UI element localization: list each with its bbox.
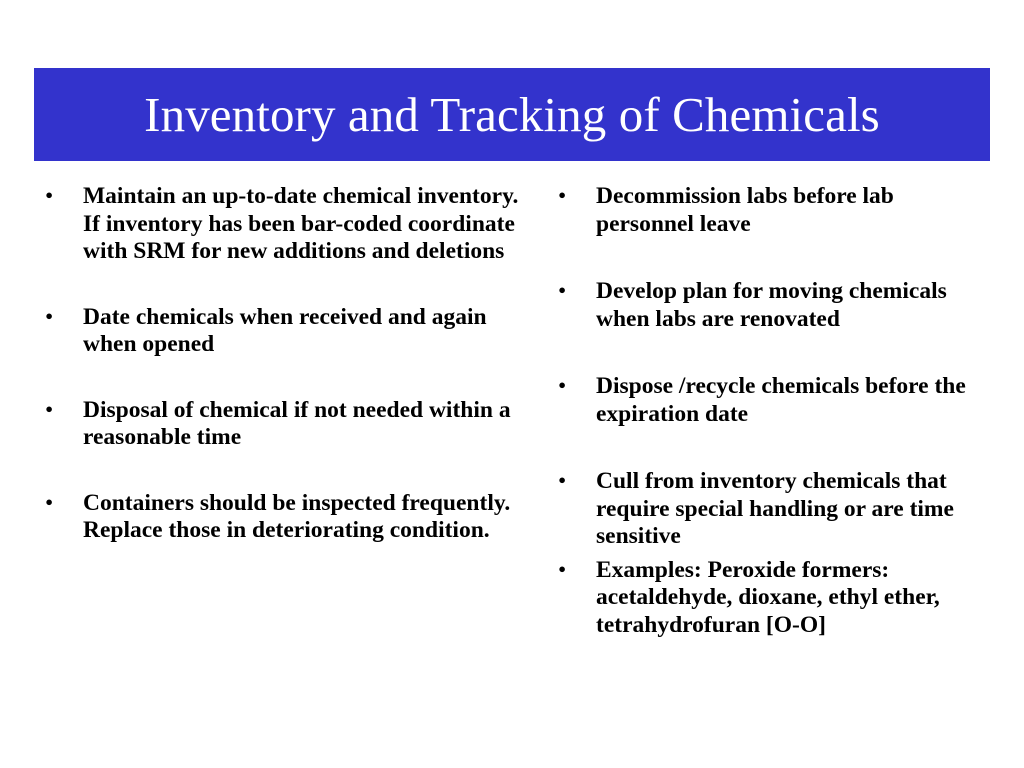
bullet-marker: • (558, 556, 567, 583)
bullet-item-decommission (558, 183, 983, 238)
bullet-text: Examples: Peroxide formers: acetaldehyde, dioxane, ethyl ether, tetrahydrofuran [O-O] (596, 556, 940, 638)
title-banner (34, 68, 990, 161)
bullet-item-containers (45, 490, 535, 545)
bullet-marker: • (45, 183, 54, 209)
bullet-text: Develop plan for moving chemicals when labs are renovated (596, 278, 947, 332)
bullet-item-inventory (45, 183, 535, 266)
bullet-text: Cull from inventory chemicals that require special handling or are time sensitive (596, 468, 954, 549)
bullet-text: Containers should be inspected frequently. Replace those in deteriorating condition. (83, 489, 511, 543)
bullet-item-date-chemicals (45, 304, 535, 359)
bullet-marker: • (45, 489, 54, 516)
bullet-text: Date chemicals when received and again when opened (83, 303, 487, 357)
slide-title: Inventory and Tracking of Chemicals (144, 87, 880, 142)
bullet-text: Maintain an up-to-date chemical inventory. If inventory has been bar-coded coordinate with SRM for new additions and deletions (83, 183, 519, 264)
bullet-marker: • (558, 468, 567, 494)
bullet-marker: • (558, 183, 567, 209)
bullet-marker: • (558, 278, 567, 304)
bullet-marker: • (558, 373, 567, 399)
bullet-marker: • (45, 303, 54, 330)
bullet-item-cull (558, 468, 983, 551)
bullet-item-examples (558, 557, 983, 640)
bullet-item-disposal (45, 397, 535, 452)
bullet-text: Decommission labs before lab personnel leave (596, 183, 894, 237)
bullet-text: Dispose /recycle chemicals before the expiration date (596, 373, 966, 427)
bullet-item-dispose-recycle (558, 373, 983, 428)
bullet-marker: • (45, 396, 54, 423)
bullet-text: Disposal of chemical if not needed within a reasonable time (83, 396, 511, 450)
right-bullet-list (558, 183, 983, 639)
left-bullet-list (45, 183, 535, 545)
bullet-item-moving-plan (558, 278, 983, 333)
